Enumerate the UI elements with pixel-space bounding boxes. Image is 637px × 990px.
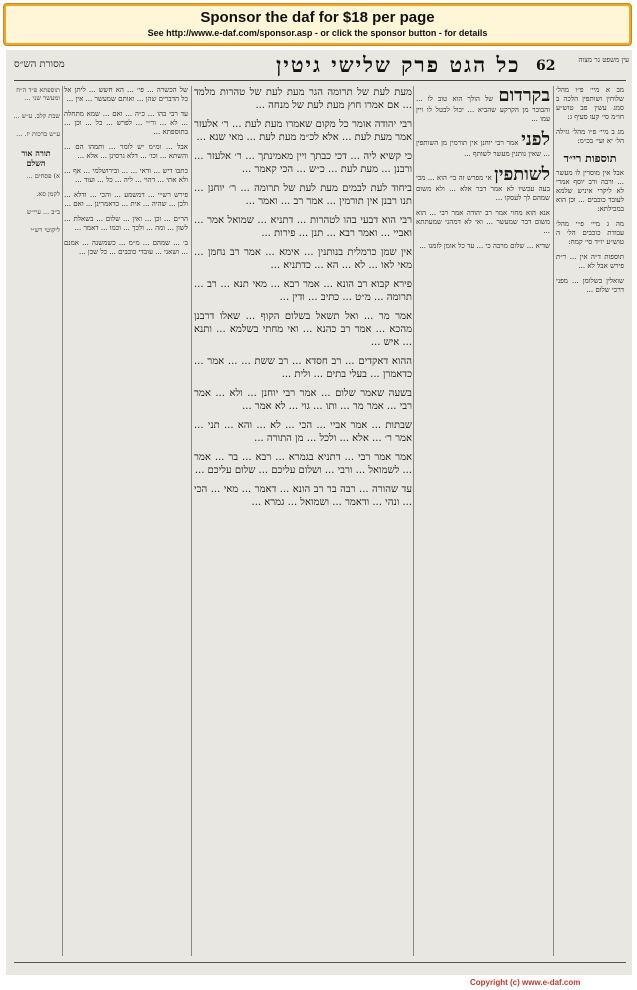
rashi-paragraph: שדיא ... שלום מרבה כי ... עד כל אומן לזמנו ... (419, 242, 550, 250)
gemara-paragraph: פירא קבוא רב הונא ... אמר רבא ... מאי תנא ... רב ... תרומה ... מ״ט ... כתיב ... ודין ... (194, 279, 412, 303)
gemara-paragraph: עד שהורה ... רבה בר רב הונא ... דאמר ... מאי ... הכי ... ונהי ... ודאמר ... ושמואל ... גמרא ... (194, 484, 412, 508)
sponsor-banner-inner[interactable] (6, 6, 629, 43)
copyright-link[interactable]: Copyright (c) www.e-daf.com (470, 978, 581, 987)
sponsor-title[interactable]: Sponsor the daf for $18 per page (200, 9, 435, 26)
gemara-paragraph: אין שמן כרמלית בנותנין ... אימא ... אמר רב נחמן ... מאי לאו ... לא ... הא ... כדתניא ... (194, 247, 412, 271)
tosafot-paragraph: אבל ... ומ״מ יש לומר ... ותמהו הם ... והשתא ... וכו׳ ... דלא גרסינן ... אלא ... (64, 143, 188, 160)
page-title: כל הגט פרק שלישי גיטין (276, 52, 521, 77)
margin-reference: ליקוטי רש״י (30, 226, 60, 234)
column-divider (62, 86, 63, 956)
rashi-third-word: לשותפין (494, 164, 550, 185)
gemara-paragraph: כי קשיא ליה ... דכי כבתך ויין מאמינתך ... ר׳ אלעזר ... ורבנן ... מעת לעת ... כ״ש ... הכי קאמר ... (194, 151, 412, 175)
page-header (6, 50, 632, 80)
right-column-heading: תוספות רי״ד (563, 152, 617, 165)
margin-note: מג ב מיי׳ פ״ו מהל׳ גזילה הל׳ יא ועי׳ בכ״מ: (556, 128, 624, 145)
gemara-paragraph: בשעה שאמר שלום ... אמר רבי יוחנן ... ולא ... אמר רבי ... אמר מר ... ותו ... גוי ... לא אמר ... (194, 388, 412, 412)
rashi-text: של הולך הוא טוב לו ... והבוכר מן הקרקע שהביא ... יכול לבטל לו ויין עמו ... (416, 95, 550, 123)
column-divider (553, 86, 554, 956)
left-margin-column (12, 86, 60, 966)
tosafot-paragraph: ב׳ ... שמהם ... מ״מ ... כשמשנה ... אמנם ... ושאני ... עובדי כוכבים ... כל שכן ... (64, 239, 188, 256)
rashi-text: אי מפרש זה בי׳ הוא ... מכי בעה עכשיו לא אמר דבר אלא ... ולא משום שמהם לך לעסקו ... (416, 174, 550, 202)
tosafot-paragraph: הר״ם ... וכן ... ואין ... שלום ... בשאלת ... לשון ... ומה ... ולכך ... וכמו ... דאמר ... (64, 215, 188, 232)
margin-note: מה ג מיי׳ פ״י מהל׳ עבודת כוכבים הל׳ ה טוש״ע יו״ד סי׳ קמח: (556, 220, 624, 246)
gemara-paragraph: מעת לעת של תרומה הגר מעת לעת של טהרות מלמד ... אם אמרו חוץ מעת לעת של מנחה ... (194, 87, 412, 111)
rashi-second-word: לפני (521, 129, 550, 150)
sponsor-subtitle[interactable]: See http://www.e-daf.com/sponsor.asp - or click the sponsor button - for details (147, 28, 488, 38)
gemara-column (194, 86, 412, 966)
rashi-paragraph (416, 86, 550, 124)
tosafot-paragraph: פירש רש״י ... דמשמע ... והכי ... ודלא ... ולכן ... שהיה ... אית ... כדאמרינן ... ואם ... (64, 191, 188, 208)
footer-rule (14, 962, 626, 963)
margin-reference: תוספתא פ״ד ה״ח ומעשר שני ... (16, 86, 60, 102)
tosafot-paragraph: של הכשרה ... פי׳ ... הא חשש ... ליתן אל כל הדברים שהן ... ואותם שמעשר ... אין ... (64, 86, 188, 103)
margin-reference: שבת קלב. ע״ש ... (13, 112, 60, 120)
gemara-paragraph: אמר מר ... ואל תשאל בשלום הקוף ... שאלו דרבנן מהכא ... אמר רב כהנא ... ואי מחתי בשלמא ... ותנא ... איש ... (194, 311, 412, 348)
gemara-paragraph: ההוא דאקדים ... רב חסדא ... רב ששת ... ... אמר ... כדאמרן ... בעלי בתים ... ולית ... (194, 356, 412, 380)
left-column-heading: תורה אור השלם (21, 148, 51, 168)
margin-note: אבל אין מוסרין לו מעשר ... ורבה ורב יוסף אמרי לא ליקרי איניש שלמא לעובד כוכבים ... וכן הוא במכילתא: (556, 169, 624, 213)
rashi-paragraph (416, 130, 550, 159)
sponsor-banner[interactable] (3, 3, 632, 46)
gemara-paragraph: שבתות ... אמר אביי ... הכי ... לא ... והא ... תני ... אמר ר׳ ... אלא ... ולכל ... מן התורה ... (194, 420, 412, 444)
header-right-label: עין משפט נר מצוה (578, 56, 629, 64)
gemara-paragraph: ביחוד לעת לבמים מעת לעת של תרומה ... ר׳ יוחנן ... תנו רבנן אין תורמין ... אמר רב ... ואמר ... (194, 183, 412, 207)
rashi-text: אמר רבי יוחנן אין תורמין מן השותפין ... שאין נותנין מעשר לשותף ... (416, 139, 550, 158)
column-divider (191, 86, 192, 956)
margin-reference: ב״ב ... עיי״ש (26, 208, 60, 216)
gemara-paragraph: אמר אמר רבי ... דתניא בגמרא ... רבא ... בר ... אמר ... לשמואל ... ורבי ... ושלום עליכם ... שלום עליכם ... (194, 452, 412, 476)
margin-reference: א) פסחים ... (26, 172, 60, 180)
talmud-page-scan (6, 50, 632, 975)
tosafot-column (64, 86, 188, 966)
rashi-paragraph (416, 165, 550, 203)
header-left-label: מסורת הש״ס (14, 59, 65, 70)
page-number: 62 (536, 58, 556, 74)
gemara-paragraph: רבי הוא דבעי בהו לטהרות ... דתניא ... שמואל אמר ... ואביי ... ואמר רבא ... תנן ... פירות ... (194, 215, 412, 239)
tosafot-paragraph: כתבו דיש ... ודאי ... ... ובירושלמי ... אף ... ולא אתי ... דהוי ... ליה ... כל ... ועוד ... (64, 167, 188, 184)
header-rule (14, 80, 626, 81)
rashi-column (416, 86, 550, 966)
right-margin-column (556, 86, 624, 966)
rashi-opening-word: בקרדום (498, 86, 550, 106)
column-divider (413, 86, 414, 956)
margin-reference: לקמן סא. (36, 190, 60, 198)
tosafot-paragraph: עד רבי בהו ... כ״ה ... ואם ... שמא מתחלה ... לא ... ור״י ... לפרש ... כל ... וכן ... בתוספתא ... (64, 110, 188, 136)
margin-note: שואלין בשלומן ... מפני דרכי שלום ... (556, 277, 624, 294)
margin-note: מב א מיי׳ פ״ו מהל׳ שלוחין ושותפין הלכה ב סמג עשין פב טוש״ע חו״מ סי׳ קעו סעיף ג: (556, 86, 624, 121)
margin-note: תוספות ד״ה אין ... ר״ת פירש אבל לא ... (556, 253, 624, 270)
rashi-paragraph: אנא הוא מחוי אמר רב יהודה אמר רבי ... הוא משום דבר שמעשר ... ואי לא דמהני שמעתתא ... (416, 209, 550, 235)
gemara-paragraph: רבי יהודה אומר כל מקום שאמרו מעת לעת ... ר׳ אלעזר אמר מעת לעת ... אלא לכ״מ מעת לעת ... מאי שנא ... (194, 119, 412, 143)
margin-reference: ע״ש ברכות יז. ... (16, 130, 60, 138)
